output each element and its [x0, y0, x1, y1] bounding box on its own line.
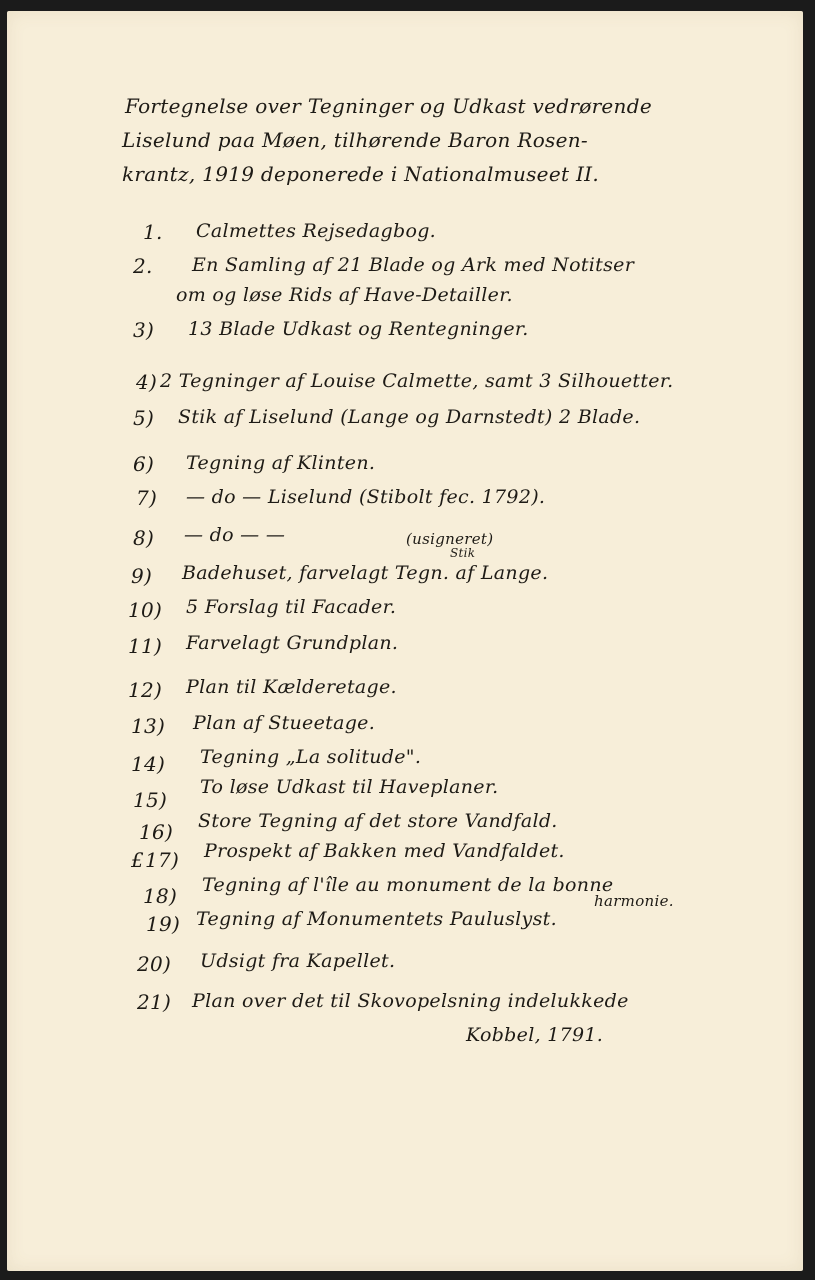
item-number: 13) — [131, 714, 166, 738]
item-number: 21) — [137, 990, 172, 1014]
margin-mark: £ — [131, 848, 145, 872]
item-text: En Samling af 21 Blade og Ark med Notitser — [192, 254, 635, 276]
item-text: Udsigt fra Kapellet. — [200, 950, 396, 972]
item-number: 3) — [133, 318, 155, 342]
item-number: 5) — [133, 406, 155, 430]
item-text: Store Tegning af det store Vandfald. — [198, 810, 558, 832]
item-text: 2 Tegninger af Louise Calmette, samt 3 Silhouetter. — [160, 370, 674, 392]
item-note: (usigneret) — [406, 530, 494, 548]
item-number: 14) — [131, 752, 166, 776]
item-number: 16) — [139, 820, 174, 844]
item-text: 5 Forslag til Facader. — [186, 596, 397, 618]
item-number: 4) — [136, 370, 158, 394]
item-number: 7) — [136, 486, 158, 510]
title-line-2: Liselund paa Møen, tilhørende Baron Rosen- — [122, 128, 588, 152]
item-text: Farvelagt Grundplan. — [186, 632, 399, 654]
item-number: 17) — [145, 848, 180, 872]
item-number: 19) — [146, 912, 181, 936]
item-text: Calmettes Rejsedagbog. — [196, 220, 436, 242]
item-text: Badehuset, farvelagt Tegn. af Lange. — [182, 562, 549, 584]
item-number: 9) — [131, 564, 153, 588]
item-insert: Stik — [450, 546, 476, 560]
item-number: 8) — [133, 526, 155, 550]
item-text: Tegning af l'île au monument de la bonne — [202, 874, 614, 896]
item-text-continued: Kobbel, 1791. — [466, 1024, 604, 1046]
item-number: 11) — [128, 634, 163, 658]
item-number: 15) — [133, 788, 168, 812]
item-text: To løse Udkast til Haveplaner. — [200, 776, 499, 798]
item-number: 1. — [143, 220, 163, 244]
item-text: Plan over det til Skovopelsning indelukkede — [192, 990, 629, 1012]
manuscript-page — [7, 11, 803, 1271]
item-number: 2. — [133, 254, 153, 278]
title-line-1: Fortegnelse over Tegninger og Udkast vedrørende — [125, 94, 652, 118]
item-text-continued: om og løse Rids af Have-Detailler. — [176, 284, 513, 306]
item-text: Tegning „La solitude". — [200, 746, 422, 768]
title-line-3: krantz, 1919 deponerede i Nationalmuseet II. — [122, 162, 600, 186]
item-text: Tegning af Klinten. — [186, 452, 376, 474]
item-number: 18) — [143, 884, 178, 908]
item-text: Plan til Kælderetage. — [186, 676, 397, 698]
item-number: 12) — [128, 678, 163, 702]
item-text: Plan af Stueetage. — [193, 712, 376, 734]
item-number: 6) — [133, 452, 155, 476]
item-text: — do — Liselund (Stibolt fec. 1792). — [186, 486, 546, 508]
item-text: 13 Blade Udkast og Rentegninger. — [188, 318, 529, 340]
item-number: 10) — [128, 598, 163, 622]
item-text-continued: harmonie. — [594, 892, 674, 910]
item-text: Prospekt af Bakken med Vandfaldet. — [204, 840, 565, 862]
item-text: Tegning af Monumentets Pauluslyst. — [196, 908, 557, 930]
item-text: Stik af Liselund (Lange og Darnstedt) 2 Blade. — [178, 406, 641, 428]
item-text: — do — — — [184, 524, 286, 546]
item-number: 20) — [137, 952, 172, 976]
